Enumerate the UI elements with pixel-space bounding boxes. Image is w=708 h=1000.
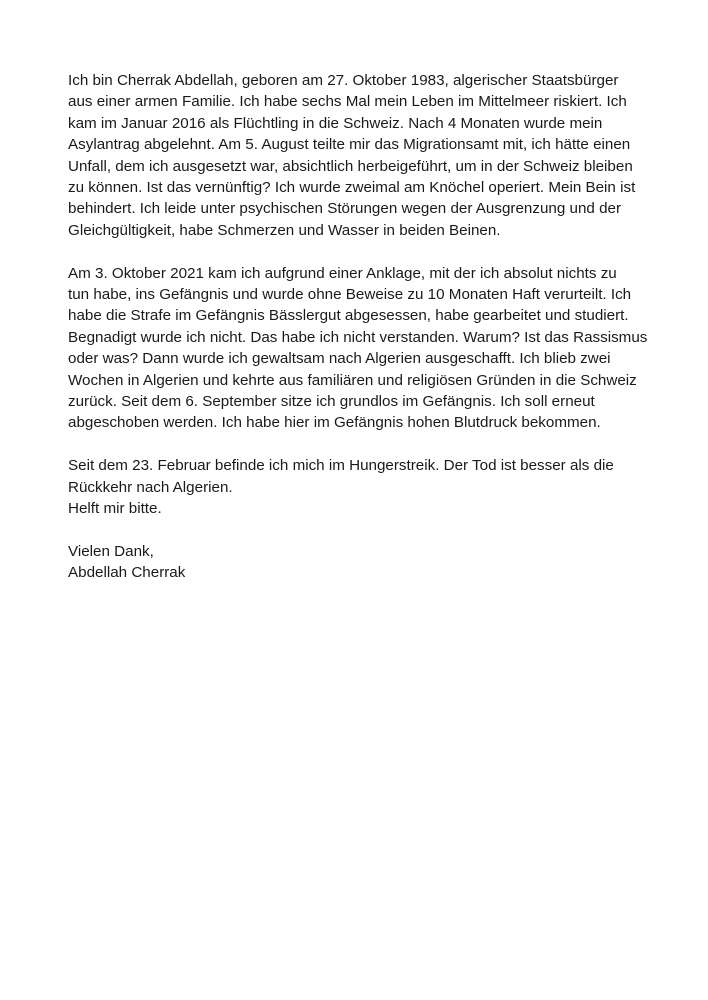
signature-name: Abdellah Cherrak — [68, 564, 186, 582]
text-line: Wochen in Algerien und kehrte aus familiären und religiösen Gründen in die Schweiz — [68, 371, 637, 389]
paragraph-1 — [68, 70, 648, 241]
text-line: aus einer armen Familie. Ich habe sechs Mal mein Leben im Mittelmeer riskiert. Ich — [68, 93, 627, 111]
text-line: Unfall, dem ich ausgesetzt war, absichtlich herbeigeführt, um in der Schweiz bleiben — [68, 157, 633, 175]
text-line: Gleichgültigkeit, habe Schmerzen und Wasser in beiden Beinen. — [68, 221, 501, 239]
closing-salutation: Vielen Dank, — [68, 542, 154, 560]
text-line: Rückkehr nach Algerien. — [68, 478, 233, 496]
paragraph-3 — [68, 455, 648, 519]
text-line: Asylantrag abgelehnt. Am 5. August teilte mir das Migrationsamt mit, ich hätte einen — [68, 136, 631, 154]
text-line: Ich bin Cherrak Abdellah, geboren am 27. Oktober 1983, algerischer Staatsbürger — [68, 72, 619, 89]
text-line: zurück. Seit dem 6. September sitze ich grundlos im Gefängnis. Ich soll erneut — [68, 393, 595, 411]
text-line: tun habe, ins Gefängnis und wurde ohne Beweise zu 10 Monaten Haft verurteilt. Ich — [68, 286, 632, 304]
text-line: zu können. Ist das vernünftig? Ich wurde zweimal am Knöchel operiert. Mein Bein ist — [68, 179, 636, 197]
letter-body — [68, 70, 648, 584]
text-line: behindert. Ich leide unter psychischen Störungen wegen der Ausgrenzung und der — [68, 200, 622, 218]
text-line: oder was? Dann wurde ich gewaltsam nach Algerien ausgeschafft. Ich blieb zwei — [68, 350, 611, 368]
text-line: kam im Januar 2016 als Flüchtling in die Schweiz. Nach 4 Monaten wurde mein — [68, 114, 603, 132]
closing-block — [68, 541, 648, 584]
text-line: Am 3. Oktober 2021 kam ich aufgrund einer Anklage, mit der ich absolut nichts zu — [68, 264, 617, 282]
text-line: Seit dem 23. Februar befinde ich mich im Hungerstreik. Der Tod ist besser als die — [68, 457, 614, 475]
text-line: Begnadigt wurde ich nicht. Das habe ich nicht verstanden. Warum? Ist das Rassismus — [68, 328, 648, 346]
text-line: abgeschoben werden. Ich habe hier im Gefängnis hohen Blutdruck bekommen. — [68, 414, 601, 432]
text-line: habe die Strafe im Gefängnis Bässlergut abgesessen, habe gearbeitet und studiert. — [68, 307, 629, 325]
text-line: Helft mir bitte. — [68, 500, 162, 518]
paragraph-2 — [68, 263, 648, 434]
